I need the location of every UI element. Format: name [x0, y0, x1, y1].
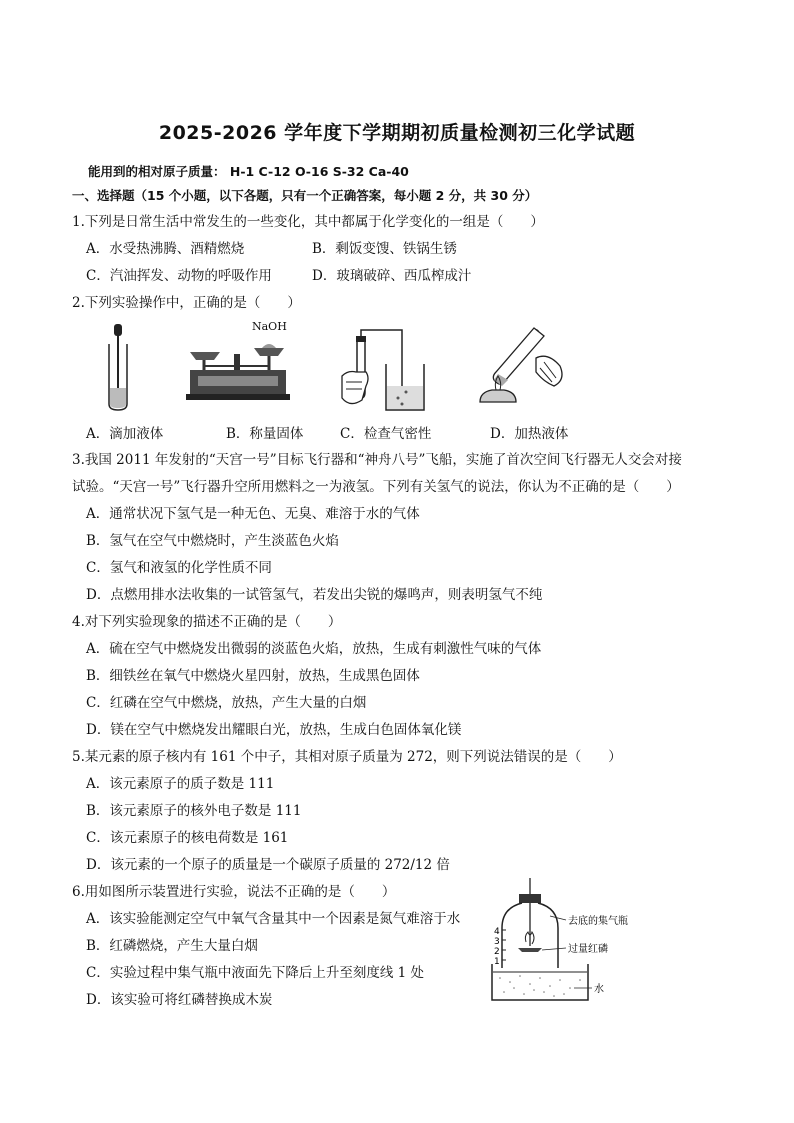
dropper-test-tube-figure	[100, 322, 136, 414]
q6-option-a[interactable]: A．该实验能测定空气中氧气含量其中一个因素是氮气难溶于水	[86, 911, 461, 927]
q3-option-d[interactable]: D．点燃用排水法收集的一试管氢气，若发出尖锐的爆鸣声，则表明氢气不纯	[86, 587, 543, 603]
section-heading: 一、选择题（15 个小题，以下各题，只有一个正确答案，每小题 2 分，共 30 分）	[72, 188, 538, 203]
scale-mark-3: 3	[494, 937, 500, 947]
balance-figure	[184, 318, 292, 404]
q3-option-a[interactable]: A．通常状况下氢气是一种无色、无臭、难溶于水的气体	[86, 506, 420, 522]
q6-option-b[interactable]: B．红磷燃烧，产生大量白烟	[86, 938, 258, 954]
q4-option-b[interactable]: B．细铁丝在氧气中燃烧火星四射，放热，生成黑色固体	[86, 668, 420, 684]
q2-option-d[interactable]: D．加热液体	[490, 426, 569, 442]
q5-option-b[interactable]: B．该元素原子的核外电子数是 111	[86, 803, 302, 819]
q4-option-c[interactable]: C．红磷在空气中燃烧，放热，产生大量的白烟	[86, 695, 367, 711]
q2-option-c[interactable]: C．检查气密性	[340, 426, 432, 442]
q6-stem: 6.用如图所示装置进行实验，说法不正确的是（ ）	[72, 884, 396, 900]
label-phosphorus: 过量红磷	[568, 944, 608, 955]
q3-option-b[interactable]: B．氢气在空气中燃烧时，产生淡蓝色火焰	[86, 533, 339, 549]
q2-option-a[interactable]: A．滴加液体	[86, 426, 164, 442]
q2-stem: 2.下列实验操作中，正确的是（ ）	[72, 295, 301, 311]
q4-option-d[interactable]: D．镁在空气中燃烧发出耀眼白光，放热，生成白色固体氧化镁	[86, 722, 462, 738]
q3-stem-line-1: 3.我国 2011 年发射的“天宫一号”目标飞行器和“神舟八号”飞船，实施了首次空间飞行器无人交会对接	[72, 452, 682, 468]
page-title: 2025-2026 学年度下学期期初质量检测初三化学试题	[158, 122, 636, 144]
q1-option-b[interactable]: B．剩饭变馊、铁锅生锈	[312, 241, 457, 257]
airtightness-figure	[336, 326, 440, 416]
q4-stem: 4.对下列实验现象的描述不正确的是（ ）	[72, 614, 342, 630]
q5-option-d[interactable]: D．该元素的一个原子的质量是一个碳原子质量的 272/12 倍	[86, 857, 450, 873]
q1-option-d[interactable]: D．玻璃破碎、西瓜榨成汁	[312, 268, 472, 284]
q4-option-a[interactable]: A．硫在空气中燃烧发出微弱的淡蓝色火焰，放热，生成有刺激性气味的气体	[86, 641, 542, 657]
oxygen-content-apparatus-figure	[484, 876, 644, 1008]
q5-option-c[interactable]: C．该元素原子的核电荷数是 161	[86, 830, 289, 846]
q1-option-a[interactable]: A．水受热沸腾、酒精燃烧	[86, 241, 245, 257]
label-bottle: 去底的集气瓶	[568, 916, 628, 927]
q5-option-a[interactable]: A．该元素原子的质子数是 111	[86, 776, 275, 792]
q3-stem-line-2: 试验。“天宫一号”飞行器升空所用燃料之一为液氢。下列有关氢气的说法，你认为不正确的是（ ）	[72, 479, 680, 495]
heating-liquid-figure	[474, 322, 574, 414]
q1-option-c[interactable]: C．汽油挥发、动物的呼吸作用	[86, 268, 272, 284]
label-water: 水	[594, 984, 604, 995]
q1-stem: 1.下列是日常生活中常发生的一些变化，其中都属于化学变化的一组是（ ）	[72, 214, 544, 230]
atomic-masses: 能用到的相对原子质量： H-1 C-12 O-16 S-32 Ca-40	[88, 164, 409, 179]
q3-option-c[interactable]: C．氢气和液氢的化学性质不同	[86, 560, 272, 576]
scale-mark-4: 4	[494, 927, 500, 937]
q5-stem: 5.某元素的原子核内有 161 个中子，其相对原子质量为 272，则下列说法错误的是（ ）	[72, 749, 622, 765]
naoh-label: NaOH	[252, 320, 287, 333]
scale-mark-1: 1	[494, 957, 500, 967]
scale-mark-2: 2	[494, 947, 500, 957]
q2-option-b[interactable]: B．称量固体	[226, 426, 304, 442]
q6-option-c[interactable]: C．实验过程中集气瓶中液面先下降后上升至刻度线 1 处	[86, 965, 425, 981]
q6-option-d[interactable]: D．该实验可将红磷替换成木炭	[86, 992, 273, 1008]
